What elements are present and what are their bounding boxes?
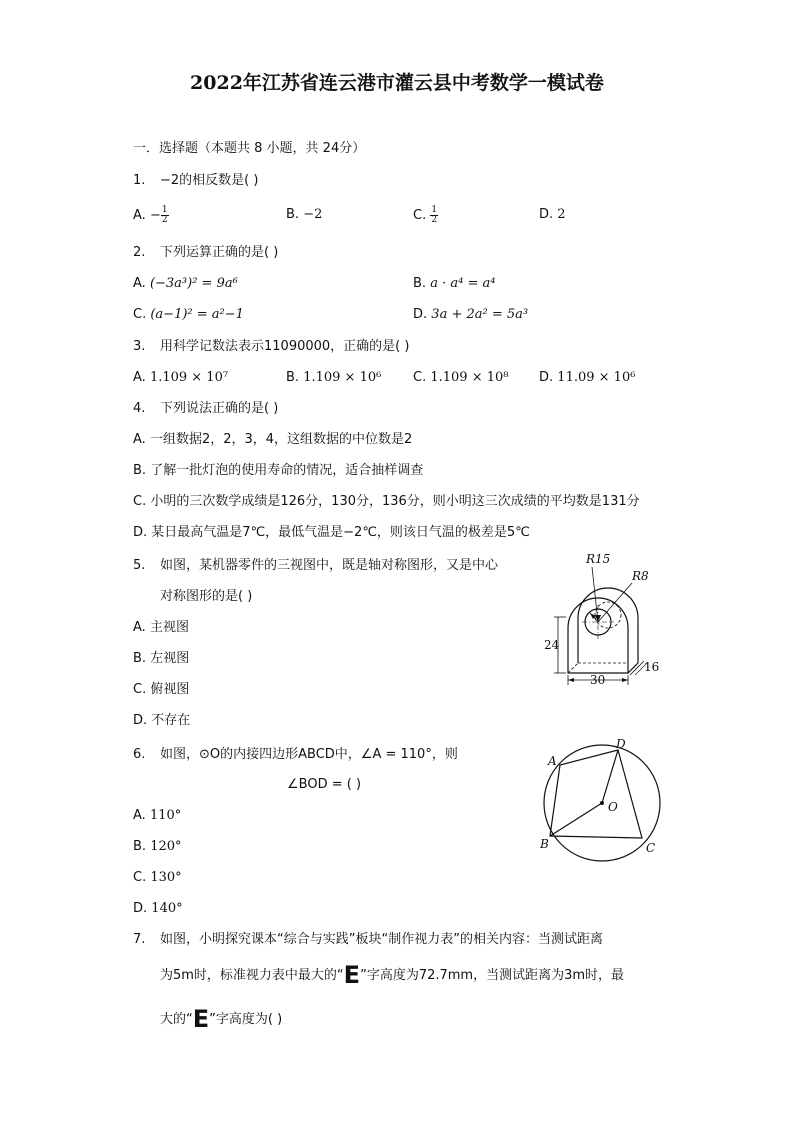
option-b[interactable] <box>286 369 381 387</box>
option-value: 左视图 <box>150 651 190 666</box>
option-value: 小明的三次数学成绩是126分，130分，136分，则小明这三次成绩的平均数是131分 <box>150 494 640 509</box>
option-label: A. <box>133 432 146 447</box>
option-value: 140° <box>151 901 183 916</box>
machine-part-figure <box>530 545 670 690</box>
question-number: 5. <box>133 558 146 573</box>
option-sign: − <box>149 208 161 223</box>
option-label: A. <box>133 276 146 291</box>
option-value: −2 <box>303 207 323 222</box>
question-stem: 下列说法正确的是( ) <box>160 401 279 416</box>
dimension-r8: R8 <box>632 569 649 583</box>
option-value: 1.109 × 10⁶ <box>303 370 382 385</box>
option-value: 130° <box>150 870 182 885</box>
option-b[interactable] <box>133 462 423 480</box>
option-label: C. <box>133 870 147 885</box>
option-value: a · a⁴ = a⁴ <box>430 276 496 291</box>
stem-text: ”字高度为72.7mm，当测试距离为3m时，最 <box>360 968 625 983</box>
denominator: 2 <box>161 215 168 225</box>
fraction <box>430 206 438 225</box>
option-d[interactable] <box>133 524 530 542</box>
option-b[interactable] <box>413 275 495 293</box>
option-value: 2 <box>557 207 566 222</box>
point-c-label: C <box>646 841 656 855</box>
option-value: 120° <box>150 839 182 854</box>
question-number: 1. <box>133 173 146 188</box>
option-d[interactable] <box>539 369 635 387</box>
option-a[interactable] <box>133 206 169 225</box>
denominator: 2 <box>431 215 438 225</box>
point-b-label: B <box>540 837 549 851</box>
option-b[interactable] <box>133 650 189 668</box>
option-label: C. <box>133 682 147 697</box>
option-a[interactable] <box>133 275 238 293</box>
question-stem <box>160 961 625 989</box>
option-label: B. <box>286 207 300 222</box>
dimension-30: 30 <box>590 673 606 687</box>
option-label: C. <box>133 494 147 509</box>
e-symbol-icon: E <box>343 961 361 989</box>
option-label: D. <box>133 713 148 728</box>
question-number: 6. <box>133 747 146 762</box>
option-value: 某日最高气温是7℃，最低气温是−2℃，则该日气温的极差是5℃ <box>151 525 530 540</box>
point-o-label: O <box>608 800 618 814</box>
option-label: B. <box>133 463 147 478</box>
option-label: B. <box>133 839 147 854</box>
option-b[interactable] <box>286 206 322 224</box>
option-value: 了解一批灯泡的使用寿命的情况，适合抽样调查 <box>150 463 424 478</box>
question-stem: 如图，⊙O的内接四边形ABCD中，∠A = 110°，则 <box>160 747 458 762</box>
option-value: 主视图 <box>149 620 189 635</box>
option-a[interactable] <box>133 369 228 387</box>
option-a[interactable] <box>133 807 181 825</box>
option-value: 110° <box>149 808 182 823</box>
option-label: A. <box>133 620 146 635</box>
option-label: D. <box>539 370 554 385</box>
option-b[interactable] <box>133 838 182 856</box>
option-d[interactable] <box>133 712 190 730</box>
option-value: 俯视图 <box>150 682 190 697</box>
option-value: 1.109 × 10⁸ <box>430 370 509 385</box>
stem-text: ”字高度为( ) <box>209 1012 283 1027</box>
option-c[interactable] <box>413 206 438 225</box>
question-stem: ∠BOD = ( ) <box>287 777 362 792</box>
option-label: C. <box>133 307 147 322</box>
option-label: C. <box>413 208 427 223</box>
option-label: A. <box>133 208 146 223</box>
option-label: D. <box>133 901 148 916</box>
option-value: 3a + 2a² = 5a³ <box>431 307 529 322</box>
option-c[interactable] <box>133 493 640 511</box>
question-stem: −2的相反数是( ) <box>160 173 259 188</box>
option-d[interactable] <box>539 206 566 224</box>
fraction <box>161 206 169 225</box>
e-symbol-icon: E <box>192 1005 210 1033</box>
option-label: D. <box>133 525 148 540</box>
option-value: 一组数据2，2，3，4，这组数据的中位数是2 <box>149 432 413 447</box>
option-a[interactable] <box>133 431 412 449</box>
question-stem: 用科学记数法表示11090000，正确的是( ) <box>160 339 410 354</box>
numerator: 1 <box>161 205 168 215</box>
option-a[interactable] <box>133 619 189 637</box>
option-value: (−3a³)² = 9a⁶ <box>149 276 238 291</box>
option-c[interactable] <box>413 369 509 387</box>
question-number: 7. <box>133 932 146 947</box>
option-label: B. <box>286 370 300 385</box>
option-d[interactable] <box>413 306 528 324</box>
option-label: B. <box>413 276 427 291</box>
numerator: 1 <box>431 205 438 215</box>
option-d[interactable] <box>133 900 183 918</box>
question-number: 3. <box>133 339 146 354</box>
question-number: 2. <box>133 245 146 260</box>
option-c[interactable] <box>133 681 189 699</box>
stem-text: 大的“ <box>160 1012 193 1027</box>
circle-quadrilateral-figure <box>530 735 670 865</box>
option-label: D. <box>413 307 428 322</box>
dimension-16: 16 <box>644 660 660 674</box>
question-stem: 对称图形的是( ) <box>160 589 253 604</box>
paper-title: 2022年江苏省连云港市灌云县中考数学一模试卷 <box>190 72 604 94</box>
option-value: 11.09 × 10⁶ <box>557 370 636 385</box>
option-label: D. <box>539 207 554 222</box>
option-label: A. <box>133 370 146 385</box>
option-value: (a−1)² = a²−1 <box>150 307 244 322</box>
dimension-24: 24 <box>544 638 560 652</box>
question-stem <box>160 1005 283 1033</box>
point-a-label: A <box>548 754 557 768</box>
section-heading: 一．选择题（本题共 8 小题，共 24分） <box>133 141 366 156</box>
dimension-r15: R15 <box>586 552 611 566</box>
option-value: 1.109 × 10⁷ <box>149 370 229 385</box>
option-value: 不存在 <box>151 713 191 728</box>
question-stem: 如图，小明探究课本“综合与实践”板块“制作视力表”的相关内容：当测试距离 <box>160 932 603 947</box>
option-c[interactable] <box>133 306 244 324</box>
question-number: 4. <box>133 401 146 416</box>
question-stem: 下列运算正确的是( ) <box>160 245 279 260</box>
option-label: B. <box>133 651 147 666</box>
option-c[interactable] <box>133 869 182 887</box>
stem-text: 为5m时，标准视力表中最大的“ <box>160 968 344 983</box>
point-d-label: D <box>616 737 626 751</box>
option-label: C. <box>413 370 427 385</box>
question-stem: 如图，某机器零件的三视图中，既是轴对称图形，又是中心 <box>160 558 499 573</box>
option-label: A. <box>133 808 146 823</box>
